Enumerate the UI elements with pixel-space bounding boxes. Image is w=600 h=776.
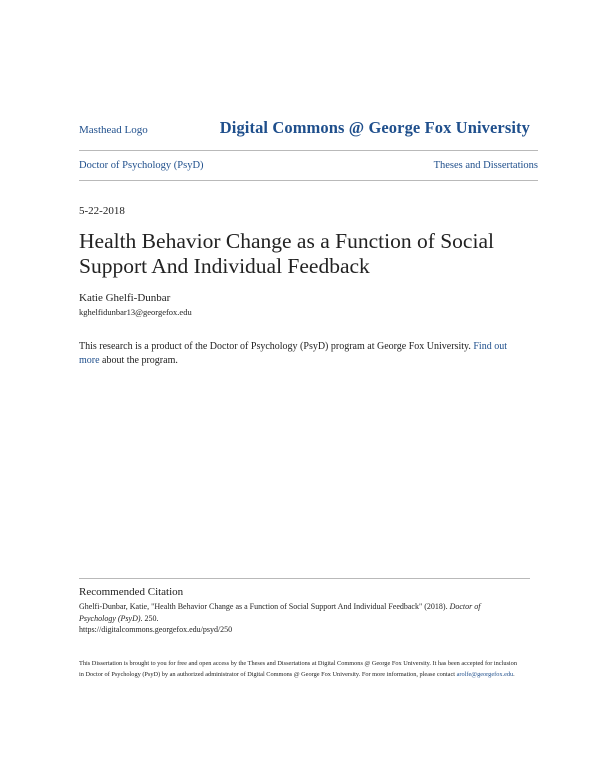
collection-nav <box>79 156 538 174</box>
citation-text <box>79 601 519 636</box>
access-notice <box>79 659 519 680</box>
citation-number: . 250. <box>140 613 159 623</box>
access-notice-tail: . <box>513 670 515 678</box>
access-notice-text: This Dissertation is brought to you for free and open access by the Theses and Dissertations at Digital Commons @ George Fox University. It has been accepted for inclusion in Doctor of Psychology (PsyD) by an authorized administrator of Digital Commons @ George Fox University. For more information, please contact <box>79 660 517 678</box>
citation-url-link[interactable]: https://digitalcommons.georgefox.edu/psyd/250 <box>79 625 233 634</box>
document-title: Health Behavior Change as a Function of Social Support And Individual Feedback <box>79 229 494 278</box>
recommended-citation-heading: Recommended Citation <box>79 586 184 598</box>
author-email: kghelfidunbar13@georgefox.edu <box>79 307 192 317</box>
program-description-tail: about the program. <box>99 355 178 366</box>
program-description-text: This research is a product of the Doctor of Psychology (PsyD) program at George Fox University. <box>79 341 474 352</box>
series-link[interactable]: Theses and Dissertations <box>433 159 538 171</box>
author-name: Katie Ghelfi-Dunbar <box>79 292 171 304</box>
masthead <box>79 118 530 148</box>
site-title-link[interactable]: Digital Commons @ George Fox University <box>219 118 530 137</box>
program-description <box>79 340 519 368</box>
citation-series: Doctor of Psychology (PsyD) <box>79 602 481 623</box>
citation-body: Ghelfi-Dunbar, Katie, "Health Behavior Change as a Function of Social Support And Individual Feedback" (2018). <box>79 602 450 611</box>
masthead-logo-link[interactable]: Masthead Logo <box>79 124 148 136</box>
nav-divider <box>79 180 538 181</box>
contact-email-link[interactable]: arolfe@georgefox.edu <box>456 670 514 678</box>
find-out-more-link[interactable]: Find out more <box>79 341 507 366</box>
citation-divider <box>79 578 530 579</box>
top-divider <box>79 150 538 151</box>
program-link[interactable]: Doctor of Psychology (PsyD) <box>79 159 204 171</box>
publication-date: 5-22-2018 <box>79 205 125 217</box>
